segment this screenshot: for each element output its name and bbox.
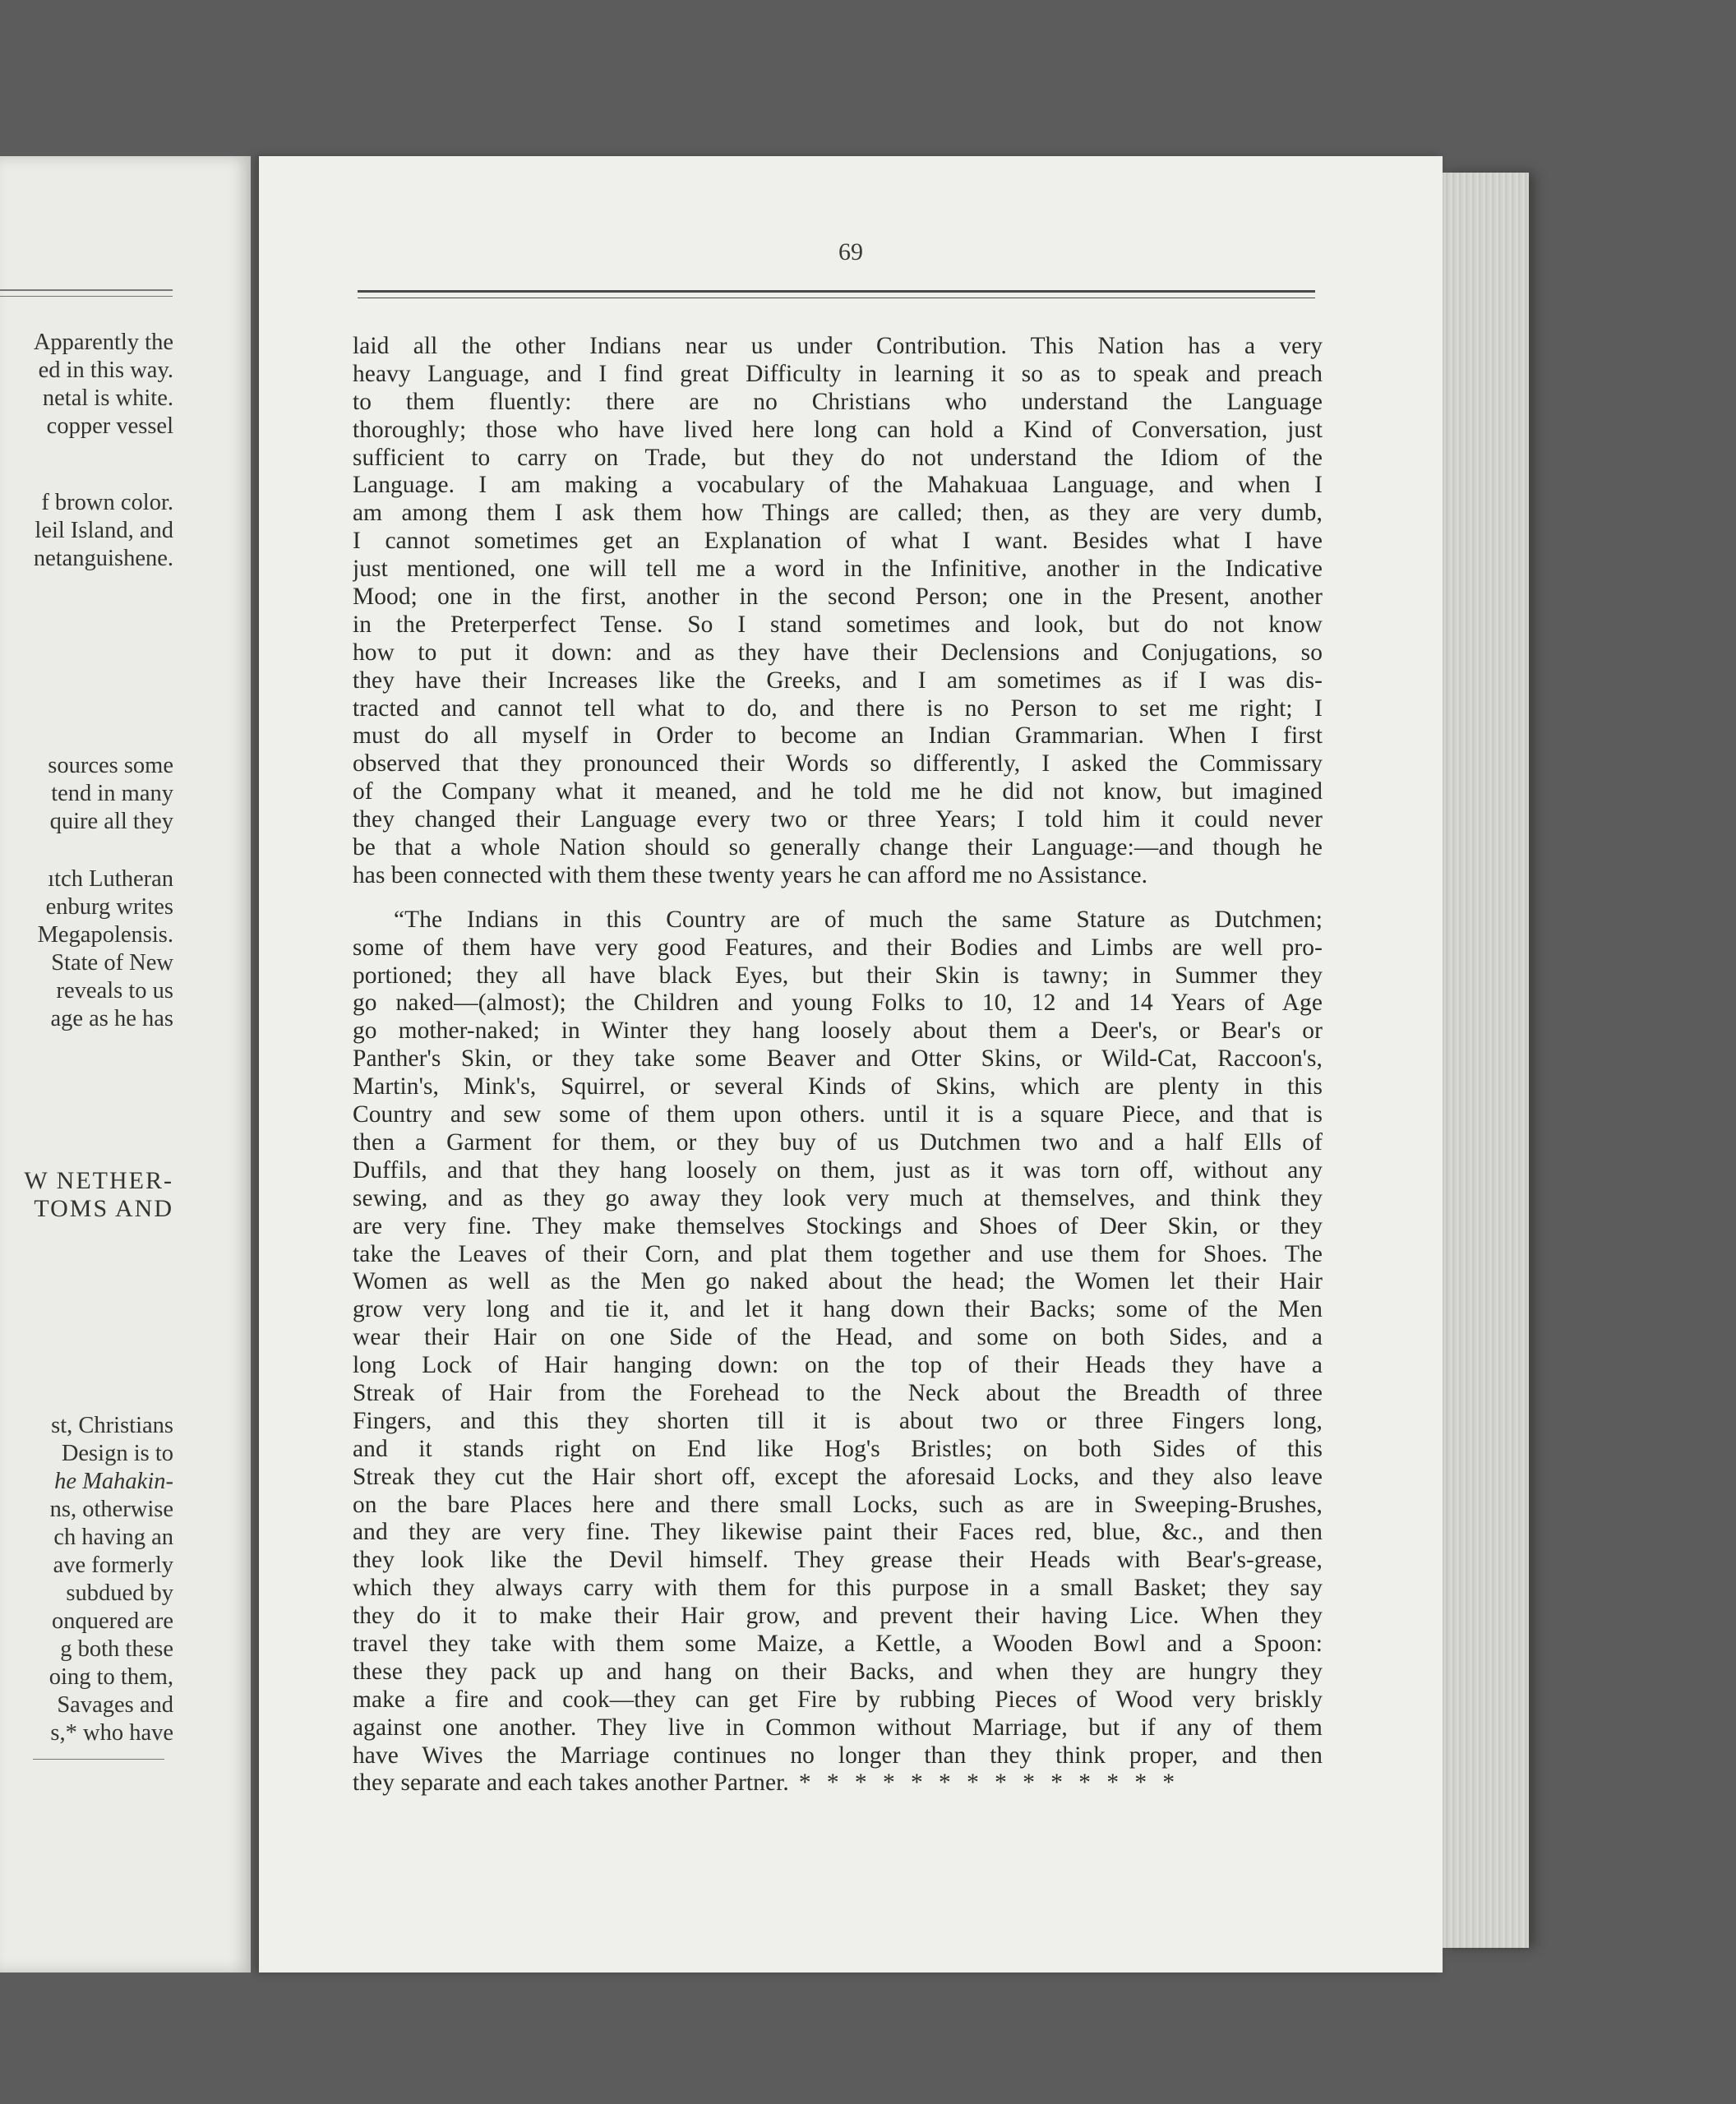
text-line: portioned; they all have black Eyes, but their Skin is tawny; in Summer they [353, 962, 1323, 989]
text-line: they do it to make their Hair grow, and prevent their having Lice. When they [353, 1603, 1323, 1630]
text-line: observed that they pronounced their Words so differently, I asked the Commissary [353, 750, 1323, 777]
text-line: some of them have very good Features, and their Bodies and Limbs are well pro- [353, 934, 1323, 961]
left-line: State of New [51, 950, 173, 976]
left-line: s,* who have [50, 1720, 173, 1746]
left-line: sources some [48, 753, 173, 778]
text-line: Mood; one in the first, another in the second Person; one in the Present, another [353, 584, 1323, 611]
text-line: they changed their Language every two or three Years; I told him it could never [353, 806, 1323, 833]
text-line: and they are very fine. They likewise paint their Faces red, blue, &c., and then [353, 1519, 1323, 1546]
left-footnote-rule [33, 1759, 164, 1760]
text-line: Women as well as the Men go naked about the head; the Women let their Hair [353, 1268, 1323, 1295]
text-line: sewing, and as they go away they look very much at themselves, and think they [353, 1184, 1323, 1211]
text-line: Fingers, and this they shorten till it is about two or three Fingers long, [353, 1407, 1323, 1434]
text-line: Language. I am making a vocabulary of the Mahakuaa Language, and when I [353, 472, 1323, 499]
text-line: Martin's, Mink's, Squirrel, or several Kinds of Skins, which are plenty in this [353, 1073, 1323, 1100]
text-line: how to put it down: and as they have their Declensions and Conjugations, so [353, 639, 1323, 666]
left-line: onquered are [52, 1608, 173, 1634]
text-line: have Wives the Marriage continues no longer than they think proper, and then [353, 1742, 1323, 1769]
left-line: he Mahakin- [54, 1469, 173, 1494]
text-line: I cannot sometimes get an Explanation of what I want. Besides what I have [353, 528, 1323, 555]
header-rule [358, 290, 1315, 293]
text-line: am among them I ask them how Things are called; then, as they are very dumb, [353, 500, 1323, 527]
text-line: in the Preterperfect Tense. So I stand sometimes and look, but do not know [353, 611, 1323, 638]
text-line: take the Leaves of their Corn, and plat them together and use them for Shoes. The [353, 1240, 1323, 1267]
left-line: leil Island, and [35, 518, 173, 543]
text-line: just mentioned, one will tell me a word in the Infinitive, another in the Indicative [353, 556, 1323, 583]
text-line: grow very long and tie it, and let it hang down their Backs; some of the Men [353, 1296, 1323, 1323]
text-line: and it stands right on End like Hog's Bristles; on both Sides of this [353, 1435, 1323, 1462]
text-line: on the bare Places here and there small Locks, such as are in Sweeping-Brushes, [353, 1491, 1323, 1518]
text-line: go naked—(almost); the Children and young Folks to 10, 12 and 14 Years of Age [353, 990, 1323, 1017]
text-line: “The Indians in this Country are of much the same Stature as Dutchmen; [394, 906, 1323, 933]
left-section-heading: TOMS AND [34, 1195, 173, 1222]
text-line: sufficient to carry on Trade, but they do not understand the Idiom of the [353, 444, 1323, 471]
text-line: which they always carry with them for this purpose in a small Basket; they say [353, 1575, 1323, 1602]
text-line: are very fine. They make themselves Stockings and Shoes of Deer Skin, or they [353, 1212, 1323, 1239]
text-line: to them fluently: there are no Christians who understand the Language [353, 388, 1323, 415]
text-line: has been connected with them these twenty years he can afford me no Assistance. [353, 861, 1148, 888]
left-line: oing to them, [48, 1664, 173, 1690]
left-line: tend in many [51, 781, 173, 806]
left-line: age as he has [50, 1006, 173, 1031]
text-line: they have their Increases like the Greeks, and I am sometimes as if I was dis- [353, 667, 1323, 694]
text-line: of the Company what it meaned, and he told me he did not know, but imagined [353, 778, 1323, 805]
left-line: ıtch Lutheran [48, 866, 173, 892]
text-line: travel they take with them some Maize, a Kettle, a Wooden Bowl and a Spoon: [353, 1630, 1323, 1657]
left-line: quire all they [49, 809, 173, 834]
left-line: ed in this way. [38, 358, 173, 383]
left-line: subdued by [66, 1580, 173, 1606]
text-line: be that a whole Nation should so generally change their Language:—and though he [353, 834, 1323, 861]
left-line: ns, otherwise [49, 1497, 173, 1522]
text-line: go mother-naked; in Winter they hang loosely about them a Deer's, or Bear's or [353, 1017, 1323, 1045]
text-line: they separate and each takes another Partner. * * * * * * * * * * * * * * [353, 1769, 1180, 1797]
text-line: they look like the Devil himself. They grease their Heads with Bear's-grease, [353, 1547, 1323, 1574]
text-line: Streak they cut the Hair short off, except the aforesaid Locks, and they also leave [353, 1463, 1323, 1490]
left-section-heading: W NETHER- [24, 1167, 173, 1194]
text-line: these they pack up and hang on their Backs, and when they are hungry they [353, 1658, 1323, 1685]
left-line: ave formerly [53, 1553, 173, 1578]
left-header-rule [0, 289, 173, 291]
left-line: Savages and [57, 1692, 173, 1718]
left-line: enburg writes [45, 894, 173, 920]
left-page [0, 156, 251, 1972]
paragraph-2 [353, 907, 1323, 1798]
left-line: copper vessel [46, 413, 173, 439]
text-line: heavy Language, and I find great Difficulty in learning it so as to speak and preach [353, 360, 1323, 387]
text-line: Duffils, and that they hang loosely on them, just as it was torn off, without any [353, 1156, 1323, 1184]
end-stars: * * * * * * * * * * * * * * [798, 1769, 1180, 1797]
text-line: make a fire and cook—they can get Fire by rubbing Pieces of Wood very briskly [353, 1686, 1323, 1713]
left-header-rule-thin [0, 296, 173, 297]
left-line: Design is to [61, 1441, 173, 1466]
text-line: Streak of Hair from the Forehead to the Neck about the Breadth of three [353, 1379, 1323, 1406]
left-line: netanguishene. [33, 546, 173, 571]
text-line: tracted and cannot tell what to do, and there is no Person to set me right; I [353, 694, 1323, 722]
text-line: against one another. They live in Common without Marriage, but if any of them [353, 1714, 1323, 1741]
left-line: st, Christians [51, 1413, 173, 1438]
left-line: Megapolensis. [37, 922, 173, 948]
left-line: f brown color. [41, 490, 173, 515]
text-line: Panther's Skin, or they take some Beaver and Otter Skins, or Wild-Cat, Raccoon's, [353, 1045, 1323, 1073]
left-line: Apparently the [33, 330, 173, 355]
text-line: then a Garment for them, or they buy of us Dutchmen two and a half Ells of [353, 1128, 1323, 1156]
book-page-edge [1443, 173, 1529, 1948]
body-text [353, 333, 1323, 1797]
text-line: must do all myself in Order to become an Indian Grammarian. When I first [353, 722, 1323, 750]
text-line: wear their Hair on one Side of the Head, and some on both Sides, and a [353, 1324, 1323, 1351]
paragraph-1 [353, 333, 1323, 890]
page-number: 69 [838, 238, 863, 265]
text-line: thoroughly; those who have lived here long can hold a Kind of Conversation, just [353, 416, 1323, 443]
left-line: reveals to us [56, 978, 173, 1004]
paragraph-gap [353, 890, 1323, 907]
left-line: netal is white. [42, 385, 173, 411]
text-line: long Lock of Hair hanging down: on the top of their Heads they have a [353, 1352, 1323, 1379]
book-page [259, 156, 1443, 1972]
left-line: ch having an [53, 1525, 173, 1550]
text-line: laid all the other Indians near us under Contribution. This Nation has a very [353, 333, 1323, 359]
text-line: Country and sew some of them upon others. until it is a square Piece, and that is [353, 1101, 1323, 1128]
left-line: g both these [60, 1636, 173, 1662]
